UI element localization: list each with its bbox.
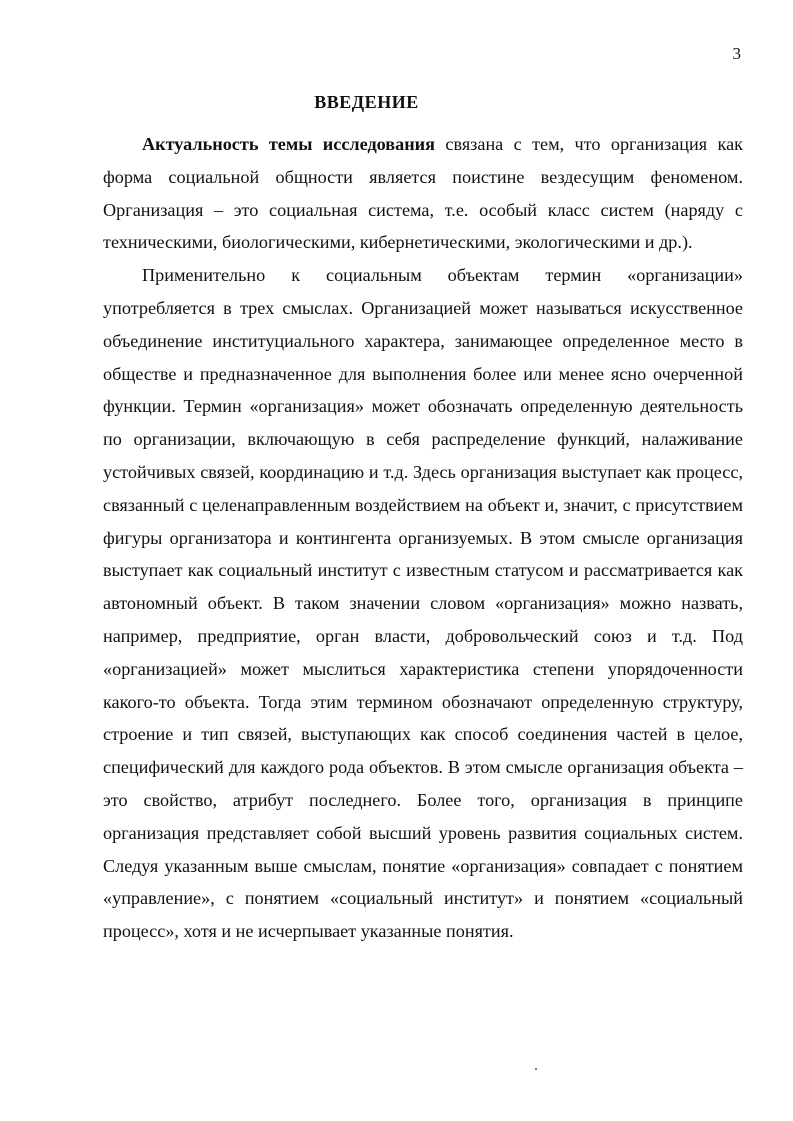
paragraph-1-lead: Актуальность темы исследования — [142, 134, 436, 154]
paragraph-2-text: Применительно к социальным объектам термин «организации» употребляется в трех смыслах. Организацией может называться искусственное объединение институциального характера, занимающее определенное место в обществе и предназначенное для выполнения более или менее ясно очерченной функции. Термин «организация» может обозначать определенную деятельность по организации, включающую в себя распределение функций, налаживание устойчивых связей, координацию и т.д. Здесь организация выступает как процесс, связанный с целенаправленным воздействием на объект и, значит, с присутствием фигуры организатора и контингента организуемых. В этом смысле организация выступает как социальный институт с известным статусом и рассматривается как автономный объект. В таком значении словом «организация» можно назвать, например, предприятие, орган власти, добровольческий союз и т.д. Под «организацией» может мыслиться характеристика степени упорядоченности какого-то объекта. Тогда этим термином обозначают определенную структуру, строение и тип связей, выступающих как способ соединения частей в целое, специфический для каждого рода объектов. В этом смысле организация объекта – это свойство, атрибут последнего. Более того, организация в принципе организация представляет собой высший уровень развития социальных систем. Следуя указанным выше смыслам, понятие «организация» совпадает с понятием «управление», с понятием «социальный институт» и понятием «социальный процесс», хотя и не исчерпывает указанные понятия. — [103, 265, 743, 942]
body-text — [103, 128, 743, 948]
scan-speck — [535, 1068, 537, 1070]
page-number: 3 — [732, 44, 741, 63]
paragraph-1 — [103, 128, 743, 259]
page-title — [0, 92, 793, 113]
paragraph-1-text: связана с тем, что организация как форма социальной общности является поистине вездесущим феноменом. Организация – это социальная система, т.е. особый класс систем (наряду с техническими, биологическими, кибернетическими, экологическими и др.). — [103, 134, 743, 253]
page-title-text: ВВЕДЕНИЕ — [314, 92, 419, 112]
paragraph-2 — [103, 259, 743, 948]
